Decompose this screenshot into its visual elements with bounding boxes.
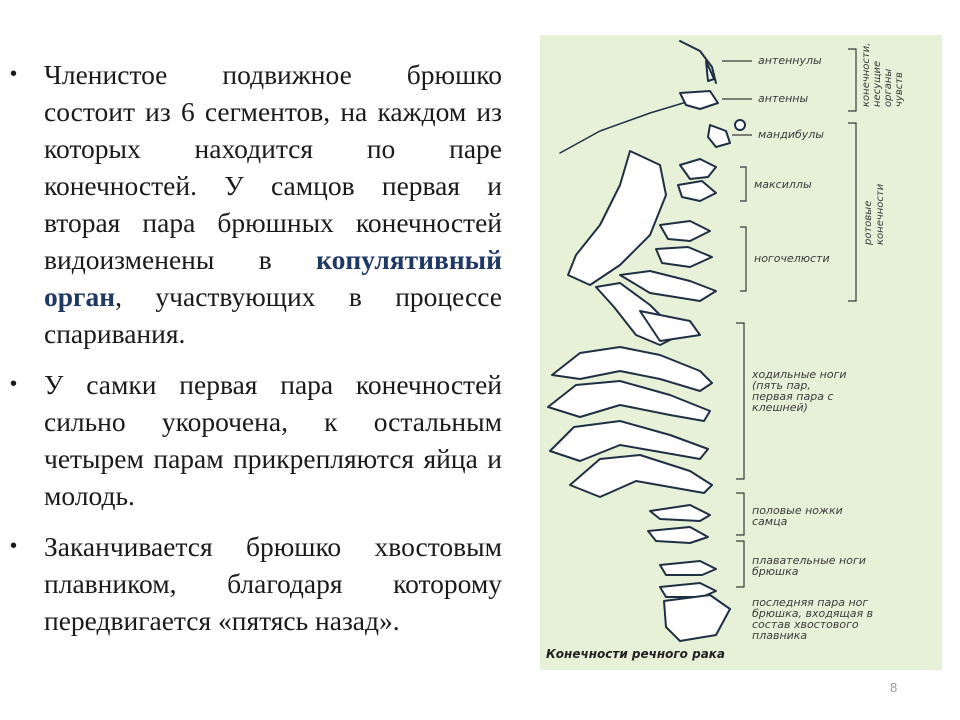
copulatory-organ-term: копулятивный орган <box>44 244 502 312</box>
bullet-tail-fin-text: Заканчивается брюшко хвостовым плавником, благодаря которому передвигается «пятясь назад». <box>44 531 502 636</box>
claw-large <box>568 151 666 285</box>
bullet-tail-fin <box>10 528 502 639</box>
antenna-whip <box>560 101 690 153</box>
sexual-leg-1 <box>650 505 710 521</box>
maxilliped-1 <box>660 221 710 241</box>
crayfish-limbs-drawing <box>540 35 942 670</box>
label-swimming-legs-1: плавательные ноги <box>752 554 866 567</box>
bullet-dot: • <box>10 535 18 557</box>
group-label-sense-1: конечности, <box>861 42 872 107</box>
swimming-leg-1 <box>660 561 716 575</box>
label-walking-legs-2: (пять пар, <box>752 379 811 392</box>
mandible-palp <box>735 120 745 130</box>
bullet-female <box>10 366 502 514</box>
bracket-walking-legs <box>736 323 744 479</box>
bullet-female-text: У самки первая пара конечностей сильно укорочена, к остальным четырем парам прикрепляются яйца и молодь. <box>44 369 502 511</box>
bracket-maxillae <box>740 167 746 201</box>
label-antennules: антеннулы <box>758 54 822 67</box>
label-walking-legs-1: ходильные ноги <box>752 368 847 381</box>
bullet-dot: • <box>10 373 18 395</box>
label-walking-legs-4: клешней) <box>752 401 808 414</box>
group-label-mouth-2: конечности <box>875 183 886 245</box>
figure-caption: Конечности речного рака <box>546 647 726 661</box>
bullet-abdomen-text: Членистое подвижное брюшко состоит из 6 сегментов, на каждом из которых находится по паре конечностей. У самцов первая и вторая пара брюшных конечностей видоизменены в <box>44 59 502 275</box>
bracket-swimming-legs <box>736 541 744 587</box>
bracket-sexual-legs <box>736 493 744 535</box>
maxilliped-2 <box>656 247 712 267</box>
bullet-abdomen-tail: , участвующих в процессе спаривания. <box>44 281 502 349</box>
uropod-shape <box>664 595 730 641</box>
label-last-pair-4: плавника <box>752 629 808 642</box>
crayfish-limbs-figure <box>540 35 942 670</box>
walking-leg-3 <box>550 421 708 461</box>
antenna-base <box>680 91 718 109</box>
label-antennae: антенны <box>758 92 809 105</box>
bullet-abdomen <box>10 56 502 352</box>
group-label-sense-4: чувств <box>894 72 905 107</box>
mandible-shape <box>708 125 730 147</box>
bracket-maxillipeds <box>740 227 746 291</box>
sexual-leg-2 <box>648 527 708 543</box>
maxilla-1 <box>680 159 716 179</box>
bracket-sense-organs <box>848 49 856 111</box>
group-label-sense-3: органы <box>883 68 894 107</box>
label-mandibles: мандибулы <box>758 128 824 141</box>
label-maxillae: максиллы <box>754 178 812 191</box>
label-last-pair-3: состав хвостового <box>752 618 859 631</box>
label-sexual-legs-1: половые ножки <box>752 504 843 517</box>
text-column <box>10 56 502 653</box>
label-walking-legs-3: первая пара с <box>752 390 834 403</box>
label-last-pair-2: брюшка, входящая в <box>752 607 874 620</box>
page-number: 8 <box>890 680 898 695</box>
bullet-dot: • <box>10 63 18 85</box>
bracket-mouth-limbs <box>848 123 856 301</box>
label-maxillipeds: ногочелюсти <box>754 252 830 265</box>
label-swimming-legs-2: брюшка <box>752 565 799 578</box>
group-label-mouth-1: ротовые <box>863 200 874 245</box>
maxilla-2 <box>678 181 716 201</box>
label-last-pair-1: последняя пара ног <box>752 596 869 609</box>
walking-leg-4 <box>570 455 712 497</box>
label-sexual-legs-2: самца <box>752 515 788 528</box>
group-label-sense-2: несущие <box>872 60 883 107</box>
